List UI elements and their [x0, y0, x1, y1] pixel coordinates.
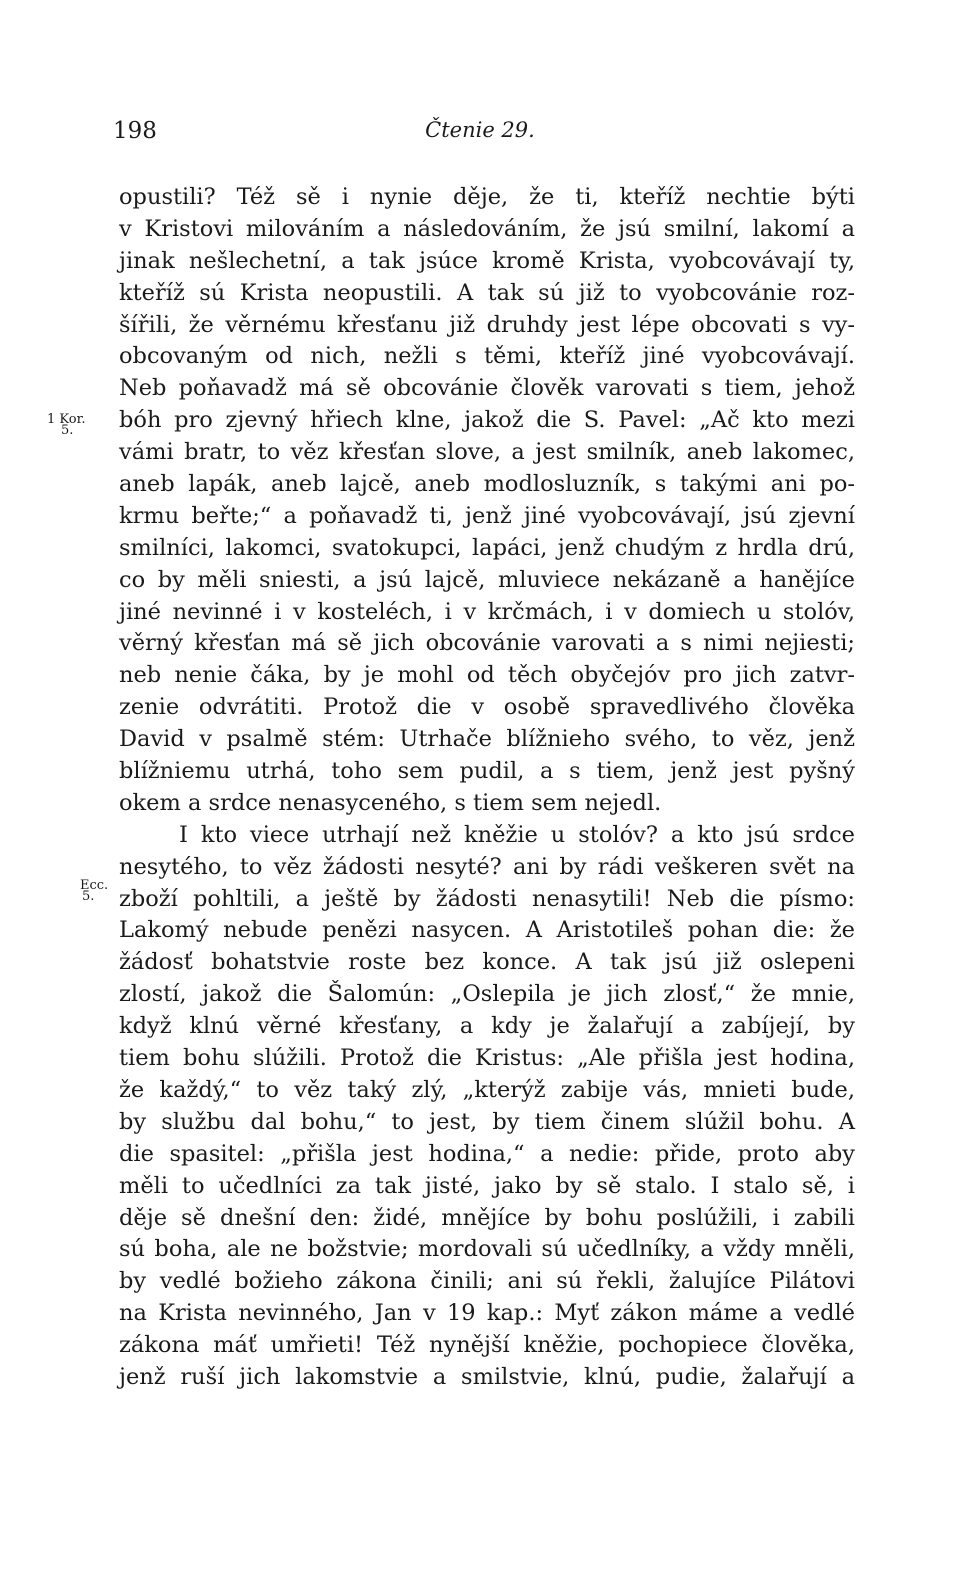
text-line: Neb poňavadž má sě obcovánie člověk varovati s tiem, jehož [119, 375, 855, 402]
text-line: zlostí, jakož die Šalomún: „Oslepila je jich zlosť,“ že mnie, [119, 981, 855, 1008]
text-line: aneb lapák, aneb lajcě, aneb modlosluzník, s takými ani po- [119, 471, 855, 498]
page-number: 198 [113, 118, 157, 144]
text-line: krmu beřte;“ a poňavadž ti, jenž jiné vyobcovávají, jsú zjevní [119, 502, 855, 529]
text-line: smilníci, lakomci, svatokupci, lapáci, jenž chudým z hrdla drú, [119, 534, 855, 561]
text-line: bóh pro zjevný hřiech klne, jakož die S. Pavel: „Ač kto mezi [119, 407, 855, 434]
text-line: žádosť bohatstvie roste bez konce. A tak jsú již oslepeni [119, 949, 855, 976]
text-line: obcovaným od nich, nežli s těmi, kteříž jiné vyobcovávají. [119, 343, 855, 370]
text-line: že každý,“ to věz taký zlý, „kterýž zabije vás, mnieti bude, [119, 1076, 855, 1103]
margin-note-line: Ecc. [80, 878, 109, 893]
text-line: by vedlé božieho zákona činili; ani sú řekli, žalujíce Pilátovi [119, 1268, 855, 1295]
text-line: zboží pohltili, a ještě by žádosti nenasytili! Neb die písmo: [119, 885, 855, 912]
text-line: když klnú věrné křesťany, a kdy je žalařují a zabíjejí, by [119, 1013, 855, 1040]
margin-note-kor [47, 414, 86, 436]
text-line: die spasitel: „přišla jest hodina,“ a nedie: přide, proto aby [119, 1140, 855, 1167]
text-line: Lakomý nebude penězi nasycen. A Aristotileš pohan die: že [119, 917, 855, 944]
text-line: sú boha, ale ne božstvie; mordovali sú učedlníky, a vždy mněli, [119, 1236, 855, 1263]
text-line: kteříž sú Krista neopustili. A tak sú již to vyobcovánie roz- [119, 279, 855, 306]
text-line: jenž ruší jich lakomstvie a smilstvie, klnú, pudie, žalařují a [119, 1363, 855, 1390]
text-line: opustili? Též sě i nynie děje, že ti, kteříž nechtie býti [119, 184, 855, 210]
text-line: věrný křesťan má sě jich obcovánie varovati a s nimi nejiesti; [119, 630, 855, 657]
text-line: nesytého, to věz žádosti nesyté? ani by rádi veškeren svět na [119, 853, 855, 880]
text-line: David v psalmě stém: Utrhače blížnieho svého, to věz, jenž [119, 726, 855, 753]
text-line: děje sě dnešní den: židé, mnějíce by bohu poslúžili, i zabili [119, 1204, 855, 1231]
text-line: neb nenie čáka, by je mohl od těch obyčejóv pro jich zatvr- [119, 662, 855, 689]
margin-note-line: 1 Kor. [47, 412, 86, 427]
text-line: šířili, že věrnému křesťanu již druhdy jest lépe obcovati s vy- [119, 311, 855, 338]
text-line: by službu dal bohu,“ to jest, by tiem činem slúžil bohu. A [119, 1108, 855, 1135]
text-line: okem a srdce nenasyceného, s tiem sem nejedl. [119, 789, 662, 816]
text-line: na Krista nevinného, Jan v 19 kap.: Myť zákon máme a vedlé [119, 1300, 855, 1327]
text-line: vámi bratr, to věz křesťan slove, a jest smilník, aneb lakomec, [119, 439, 855, 466]
text-line: co by měli sniesti, a jsú lajcě, mluviece nekázaně a hanějíce [119, 566, 855, 593]
running-title: Čtenie 29. [425, 118, 535, 142]
text-line: v Kristovi milováním a následováním, že jsú smilní, lakomí a [119, 215, 855, 242]
text-line: jinak nešlechetní, a tak jsúce kromě Krista, vyobcovávají ty, [119, 247, 855, 274]
margin-note-ecc [80, 880, 108, 902]
text-line: zákona máť umřieti! Též nynější kněžie, pochopiece člověka, [119, 1332, 855, 1359]
text-line: tiem bohu slúžili. Protož die Kristus: „Ale přišla jest hodina, [119, 1045, 855, 1072]
text-line: I kto viece utrhají než kněžie u stolóv? a kto jsú srdce [179, 821, 855, 848]
text-line: jiné nevinné i v kosteléch, i v krčmách, i v domiech u stolóv, [119, 598, 855, 625]
text-line: zenie odvrátiti. Protož die v osobě spravedlivého člověka [119, 694, 855, 721]
margin-note-line: 5. [82, 889, 95, 904]
text-line: měli to učedlníci za tak jisté, jako by sě stalo. I stalo sě, i [119, 1172, 855, 1199]
margin-note-line: 5. [61, 423, 74, 438]
text-line: blížniemu utrhá, toho sem pudil, a s tiem, jenž jest pyšný [119, 758, 855, 785]
page-header [0, 118, 960, 158]
body-text [119, 182, 855, 1394]
